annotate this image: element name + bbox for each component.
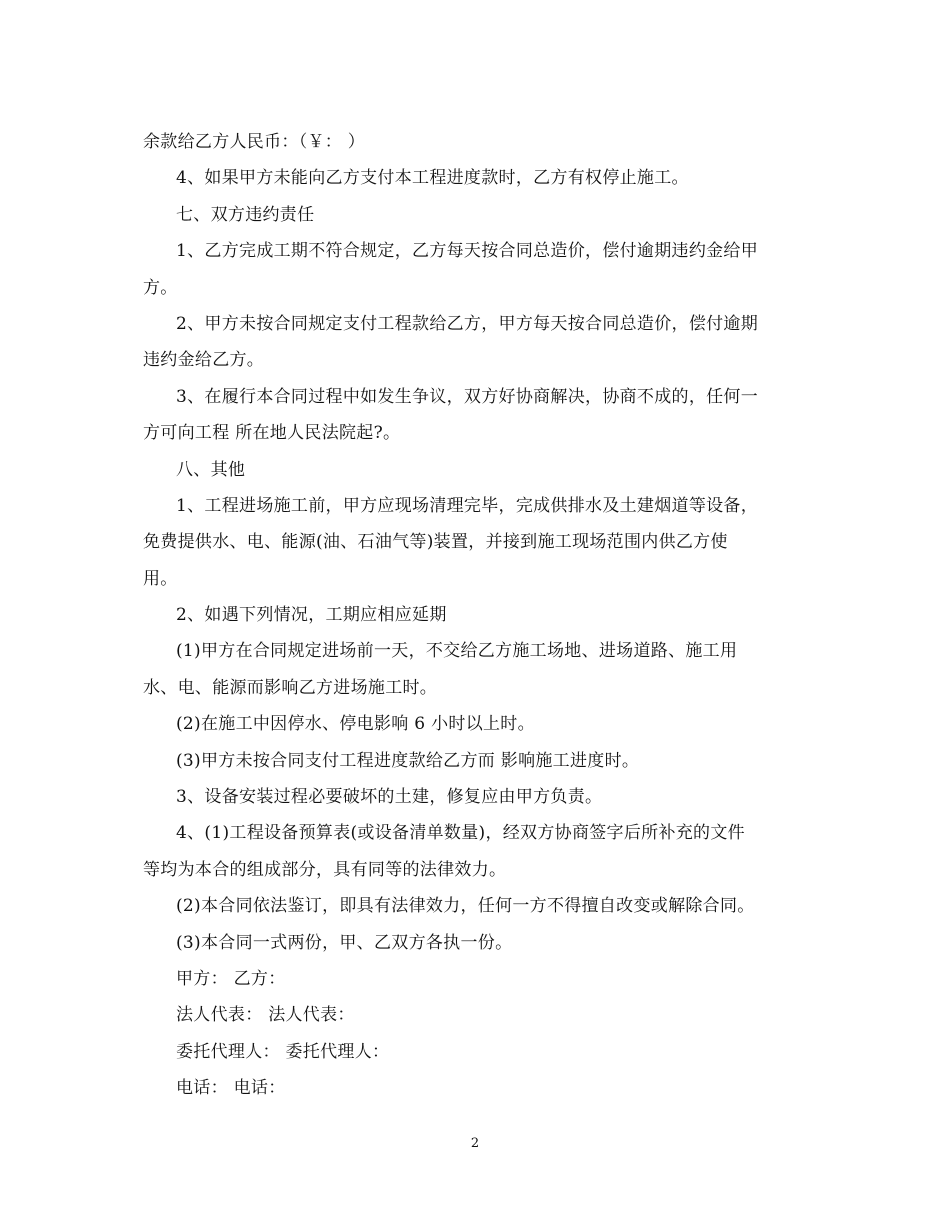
text-line: 余款给乙方人民币：（￥： ） — [143, 132, 366, 152]
text-line: 委托代理人： 委托代理人： — [176, 1041, 390, 1062]
text-line: 法人代表： 法人代表： — [176, 1005, 355, 1026]
text-line: 水、电、能源而影响乙方进场施工时。 — [143, 677, 438, 698]
text-line: 八、其他 — [176, 459, 246, 480]
text-line: 违约金给乙方。 — [143, 350, 265, 371]
text-line: 方。 — [143, 277, 178, 298]
text-line: (3)本合同一式两份，甲、乙双方各执一份。 — [176, 932, 513, 953]
text-line: 4、如果甲方未能向乙方支付本工程进度款时，乙方有权停止施工。 — [176, 168, 689, 189]
text-line: 2、甲方未按合同规定支付工程款给乙方，甲方每天按合同总造价，偿付逾期 — [176, 313, 759, 334]
text-line: 1、乙方完成工期不符合规定，乙方每天按合同总造价，偿付逾期违约金给甲 — [176, 241, 759, 262]
text-line: 2、如遇下列情况，工期应相应延期 — [176, 605, 447, 626]
text-line: 等均为本合的组成部分，具有同等的法律效力。 — [143, 859, 507, 880]
text-line: 电话： 电话： — [176, 1078, 286, 1099]
text-line: 七、双方违约责任 — [176, 204, 315, 225]
text-line: 免费提供水、电、能源(油、石油气等)装置，并接到施工现场范围内供乙方使 — [143, 532, 728, 553]
text-line: (2)在施工中因停水、停电影响 6 小时以上时。 — [176, 714, 535, 735]
text-line: 用。 — [143, 568, 178, 589]
text-line: (2)本合同依法鉴订，即具有法律效力，任何一方不得擅自改变或解除合同。 — [176, 896, 755, 917]
text-line: 1、工程进场施工前，甲方应现场清理完毕，完成供排水及土建烟道等设备， — [176, 495, 759, 516]
text-line: 3、设备安装过程必要破坏的土建，修复应由甲方负责。 — [176, 787, 603, 808]
text-line: (3)甲方未按合同支付工程进度款给乙方而 影响施工进度时。 — [176, 750, 640, 771]
page-number: 2 — [470, 1136, 480, 1151]
text-line: 方可向工程 所在地人民法院起?。 — [143, 423, 401, 444]
text-line: 甲方： 乙方： — [176, 968, 286, 989]
text-line: 3、在履行本合同过程中如发生争议，双方好协商解决，协商不成的，任何一 — [176, 386, 759, 407]
text-line: (1)甲方在合同规定进场前一天，不交给乙方施工场地、进场道路、施工用 — [176, 641, 738, 662]
document-body — [143, 124, 808, 1107]
text-line: 4、(1)工程设备预算表(或设备清单数量)，经双方协商签字后所补充的文件 — [176, 823, 745, 844]
